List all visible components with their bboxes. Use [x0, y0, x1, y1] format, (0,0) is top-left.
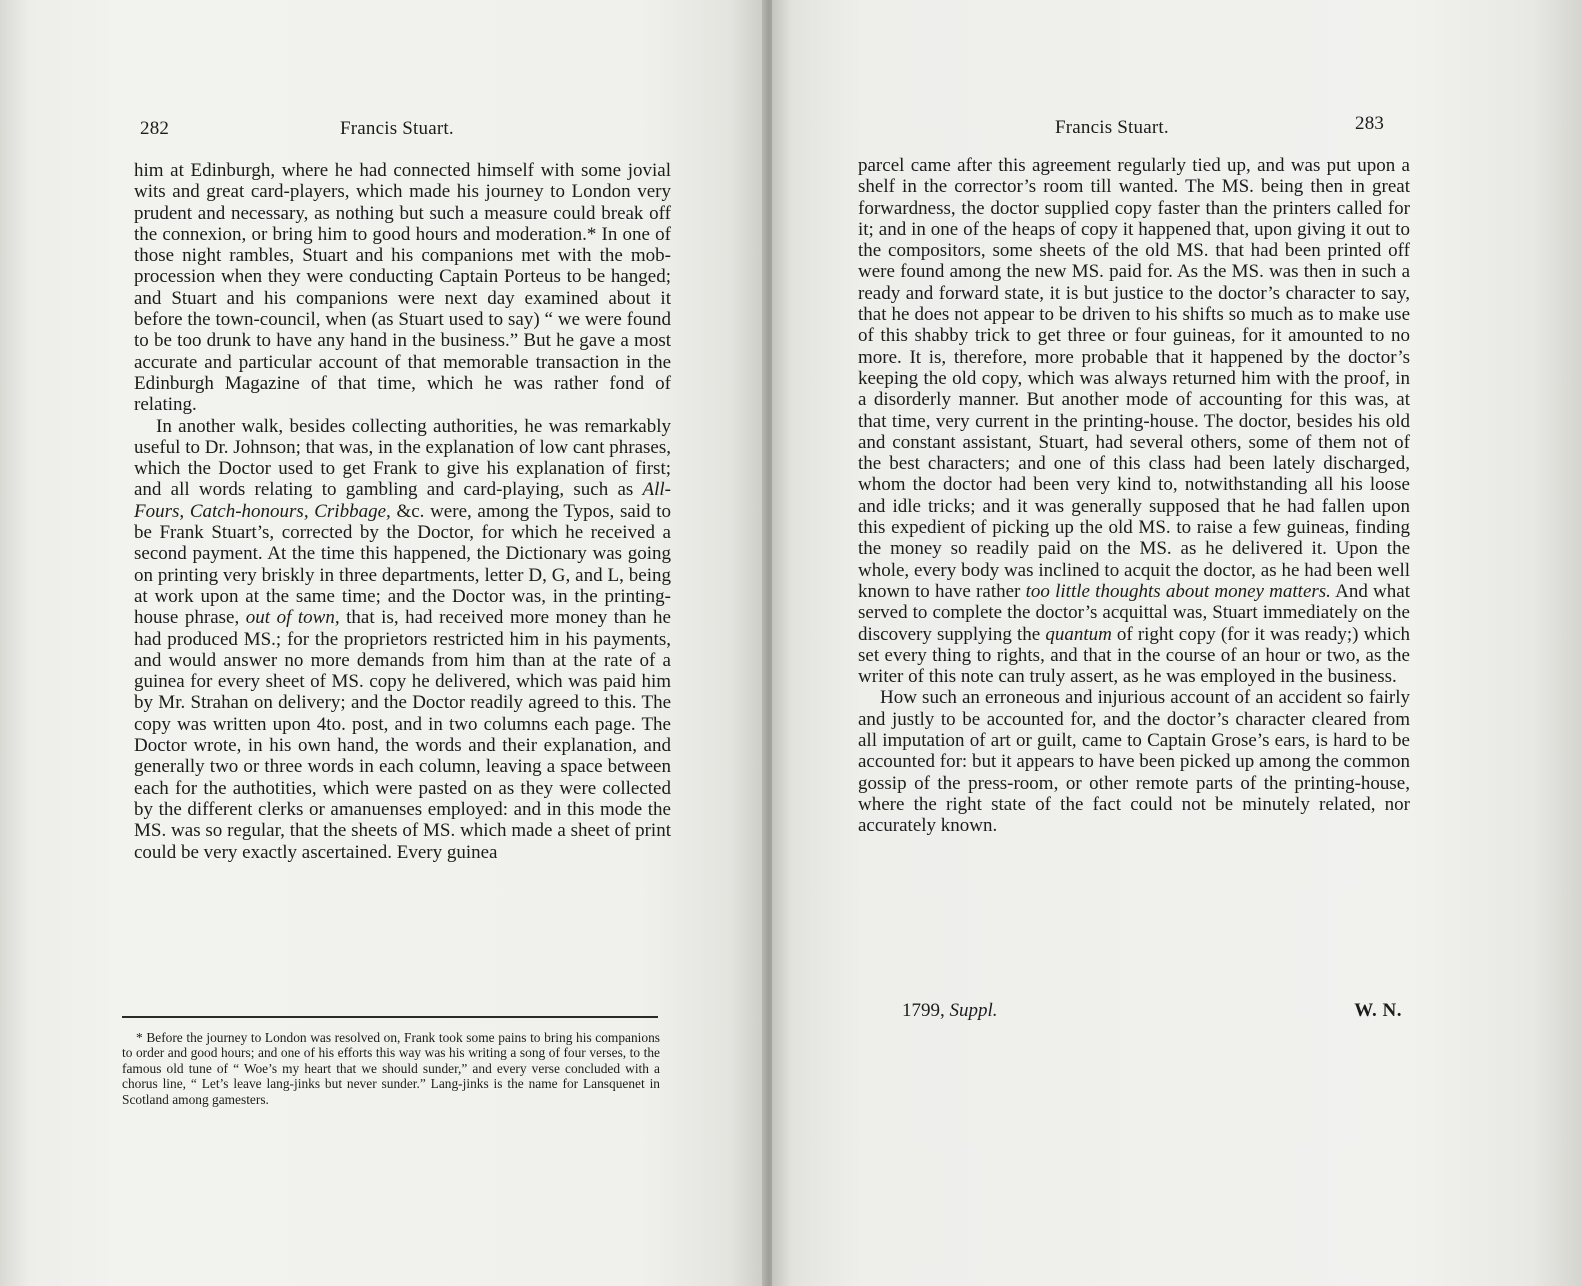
left-page-number: 282: [140, 118, 170, 139]
signature-date: [902, 1000, 998, 1022]
right-page-number: 283: [1355, 113, 1385, 134]
left-para2-italic-1: All-Fours, Catch-honours, Cribbage,: [134, 479, 671, 522]
signature-suppl: Suppl.: [949, 1000, 998, 1021]
left-para2-text-b: &c. were, among the Typos, said to be Frank Stuart’s, corrected by the Doctor, for which he received a second payment. At the time this happened, the Dictionary was going on printing very briskly in three departments, letter D, G, and L, being at work upon at the same time; and the Doctor was, in the printing-house phrase,: [134, 500, 671, 629]
right-paragraph-2: How such an erroneous and injurious account of an accident so fairly and justly to be accounted for, and the doctor’s character cleared from all imputation of art or guilt, came to Captain Grose’s ears, is hard to be accounted for: but it appears to have been picked up among the common gossip of the press-room, or other remote parts of the printing-house, where the right state of the fact could not be minutely related, nor accurately known.: [858, 687, 1410, 837]
footnote-rule: [122, 1016, 658, 1018]
signature-line: [902, 1000, 1402, 1022]
right-page: [772, 0, 1582, 1286]
left-para2-italic-2: out of town,: [245, 607, 340, 629]
signature-year: 1799,: [902, 1000, 950, 1021]
left-para2-text-a: In another walk, besides collecting authorities, he was remarkably useful to Dr. Johnson; that was, in the explanation of low cant phrases, which the Doctor used to get Frank to give his explanation of first; and all words relating to gambling and card-playing, such as: [134, 415, 671, 501]
left-running-title: Francis Stuart.: [340, 118, 454, 139]
right-para1-text-c: of right copy (for it was ready;) which set every thing to rights, and that in the course of an hour or two, as the writer of this note can truly assert, as he was employed in the business.: [858, 623, 1411, 688]
signature-initials: W. N.: [1354, 1000, 1402, 1021]
left-body-text: [134, 160, 671, 863]
left-paragraph-1: him at Edinburgh, where he had connected himself with some jovial wits and great card-players, which made his journey to London very prudent and necessary, as nothing but such a measure could break off the connexion, or bring him to good hours and moderation.* In one of those night rambles, Stuart and his companions met with the mob-procession when they were conducting Captain Porteus to be hanged; and Stuart and his companions were next day examined about it before the town-council, when (as Stuart used to say) “ we were found to be too drunk to have any hand in the business.” But he gave a most accurate and particular account of that memorable transaction in the Edinburgh Magazine of that time, which he was rather fond of relating.: [134, 160, 671, 416]
right-body-text: [858, 155, 1410, 837]
footnote-text: * Before the journey to London was resolved on, Frank took some pains to bring his companions to order and good hours; and one of his efforts this way was his writing a song of four verses, to the famous old tune of “ Woe’s my heart that we should sunder,” and every verse concluded with a chorus line, “ Let’s leave lang-jinks but never sunder.” Lang-jinks is the name for Lansquenet in Scotland among gamesters.: [122, 1030, 660, 1107]
left-paragraph-2: [134, 416, 671, 863]
right-para1-text-b: And what served to complete the doctor’s acquittal was, Stuart immediately on the discovery supplying the: [858, 580, 1410, 645]
footnote: [122, 1030, 660, 1107]
right-para1-italic-2: quantum: [1045, 623, 1112, 645]
right-para1-italic-1: too little thoughts about money matters.: [1025, 580, 1331, 602]
right-paragraph-1: [858, 155, 1410, 687]
right-running-title: Francis Stuart.: [1055, 117, 1169, 138]
right-para1-text-a: parcel came after this agreement regularly tied up, and was put upon a shelf in the corrector’s room till wanted. The MS. being then in great forwardness, the doctor supplied copy faster than the printers called for it; and in one of the heaps of copy it happened that, upon giving it out to the compositors, some sheets of the old MS. that had been printed off were found among the new MS. paid for. As the MS. was then in such a ready and forward state, it is but justice to the doctor’s character to say, that he does not appear to be driven to his shifts so much as to make use of this shabby trick to get three or four guineas, for it amounted to no more. It is, therefore, more probable that it happened by the doctor’s keeping the old copy, which was always returned him with the proof, in a disorderly manner. But another mode of accounting for this was, at that time, very current in the printing-house. The doctor, besides his old and constant assistant, Stuart, had several others, some of them not of the best characters; and one of this class had been lately discharged, whom the doctor had been very kind to, notwithstanding all his loose and idle tricks; and it was generally supposed that he had fallen upon this expedient of picking up the old MS. to raise a few guineas, finding the money so readily paid on the MS. as he delivered it. Upon the whole, every body was inclined to acquit the doctor, as he had been well known to have rather: [858, 155, 1410, 602]
left-para2-text-c: that is, had received more money than he had produced MS.; for the proprietors restricted him in his payments, and would answer no more demands from him than at the rate of a guinea for every sheet of MS. copy he delivered, which was paid him by Mr. Strahan on delivery; and the Doctor readily agreed to this. The copy was written upon 4to. post, and in two columns each page. The Doctor wrote, in his own hand, the words and their explanation, and generally two or three words in each column, leaving a space between each for the authotities, which were pasted on as they were collected by the different clerks or amanuenses employed: and in this mode the MS. was so regular, that the sheets of MS. which made a sheet of print could be very exactly ascertained. Every guinea: [134, 607, 671, 863]
left-page: [0, 0, 770, 1286]
